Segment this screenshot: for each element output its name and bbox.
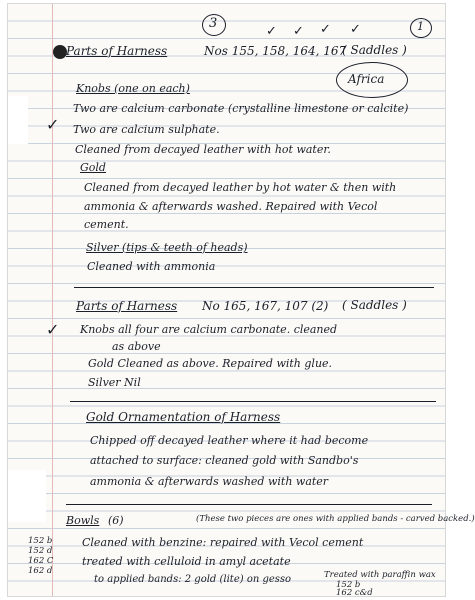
check-icon: ✓	[293, 24, 304, 39]
punch-hole	[53, 45, 67, 59]
footnote: Treated with paraffin wax	[324, 570, 436, 580]
section1-line: ammonia & afterwards washed. Repaired with Vecol	[84, 200, 378, 213]
section1-line: Cleaned from decayed leather by hot water & then with	[84, 181, 397, 194]
section2-knobs-cont: as above	[112, 340, 161, 353]
margin-number: 162 d	[28, 566, 53, 576]
margin-number: 162 C	[28, 556, 54, 566]
section2-gold: Gold Cleaned as above. Repaired with glue.	[88, 357, 333, 370]
margin-line	[52, 4, 53, 596]
section1-line: Cleaned from decayed leather with hot water.	[75, 143, 331, 156]
section4-count: (6)	[108, 514, 124, 527]
divider	[66, 504, 432, 505]
section1-line: cement.	[84, 218, 129, 231]
check-icon: ✓	[350, 22, 361, 37]
divider	[70, 401, 436, 402]
check-icon: ✓	[320, 22, 331, 37]
silver-heading: Silver (tips & teeth of heads)	[86, 241, 248, 254]
section1-line: Two are calcium carbonate (crystalline limestone or calcite)	[73, 102, 409, 115]
page-number: 3	[209, 16, 218, 31]
corner-number: 1	[417, 20, 424, 33]
section4-note: (These two pieces are ones with applied bands - carved backed.)	[196, 514, 475, 524]
divider	[74, 287, 434, 288]
section2-numbers: No 165, 167, 107 (2)	[202, 299, 329, 313]
margin-number: 152 b	[28, 536, 53, 546]
gold-heading: Gold	[80, 161, 106, 174]
section3-line: Chipped off decayed leather where it had become	[90, 434, 369, 447]
section1-numbers: Nos 155, 158, 164, 167	[204, 44, 347, 58]
section3-line: ammonia & afterwards washed with water	[90, 475, 329, 488]
margin-number: 152 d	[28, 546, 53, 556]
knobs-heading: Knobs (one on each)	[76, 82, 190, 95]
section2-title: Parts of Harness	[76, 299, 178, 313]
section1-title: Parts of Harness	[66, 44, 168, 58]
torn-edge	[8, 96, 28, 144]
section1-line: Two are calcium sulphate.	[73, 123, 220, 136]
check-icon: ✓	[46, 320, 60, 339]
torn-edge	[8, 470, 46, 522]
notebook-page	[8, 4, 475, 598]
section1-line: Cleaned with ammonia	[87, 260, 216, 273]
region-label: Africa	[348, 72, 385, 86]
section2-knobs: Knobs all four are calcium carbonate. cleaned	[80, 323, 338, 336]
section2-silver: Silver Nil	[88, 376, 141, 389]
section4-line: treated with celluloid in amyl acetate	[82, 555, 291, 568]
section4-line: Cleaned with benzine: repaired with Vecol cement	[82, 536, 364, 549]
footnote-sub: 152 b 162 c&d	[336, 580, 373, 598]
section3-line: attached to surface: cleaned gold with Sandbo's	[90, 454, 359, 467]
check-icon: ✓	[46, 115, 60, 134]
section2-saddles: ( Saddles )	[342, 298, 407, 312]
section1-saddles: ( Saddles )	[342, 43, 407, 57]
section3-title: Gold Ornamentation of Harness	[86, 410, 281, 424]
section4-line: to applied bands: 2 gold (lite) on gesso	[94, 574, 292, 585]
check-icon: ✓	[266, 24, 277, 39]
section4-title: Bowls	[66, 514, 100, 527]
